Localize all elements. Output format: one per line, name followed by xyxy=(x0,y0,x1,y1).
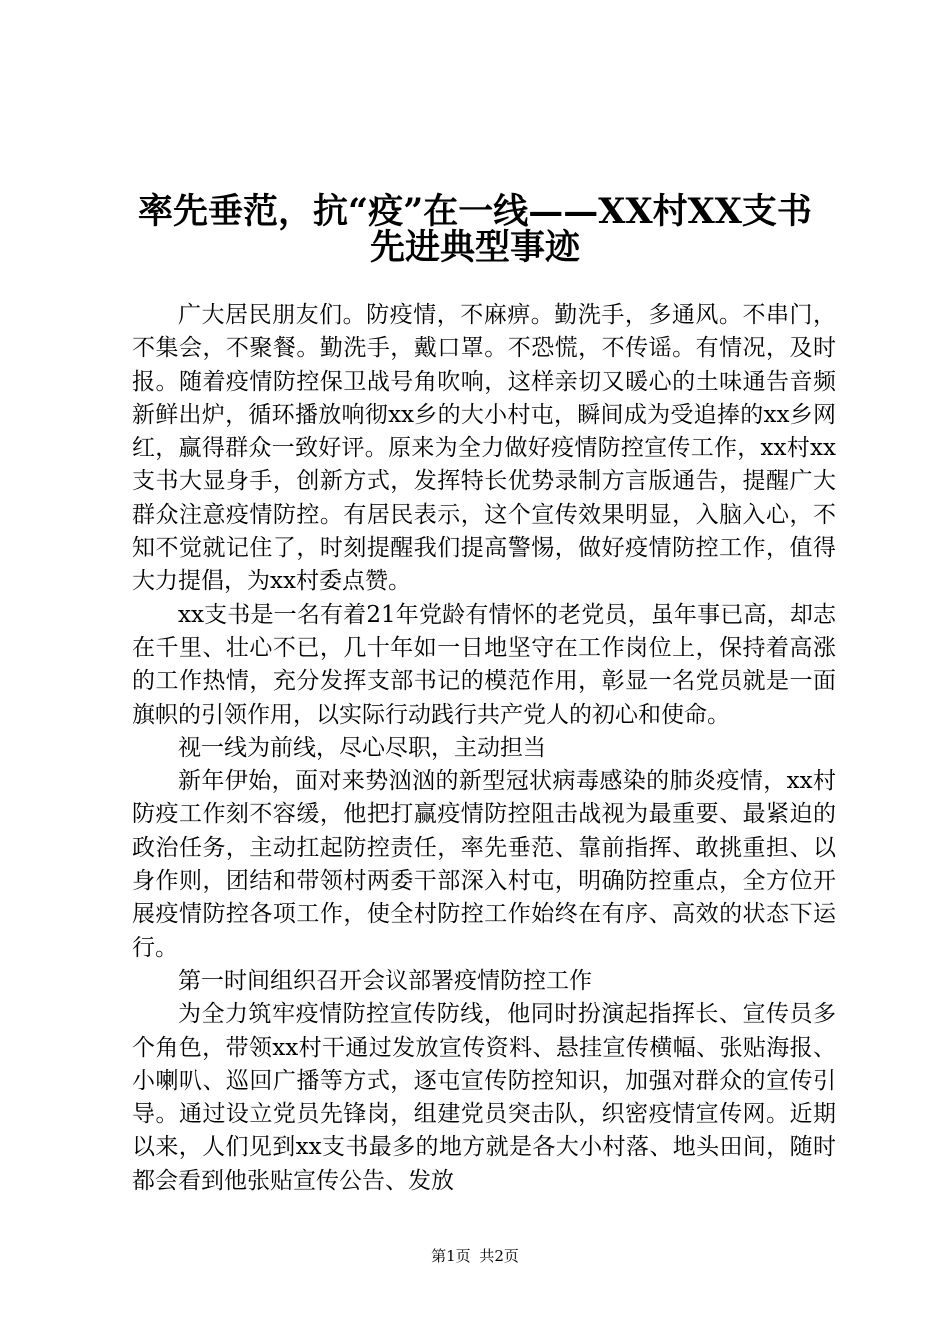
document-title-line-1: 率先垂范，抗“疫”在一线——XX村XX支书 xyxy=(138,191,812,232)
page-number-total: 共2页 xyxy=(479,1247,519,1265)
page-number-current: 第1页 xyxy=(431,1247,471,1265)
document-body xyxy=(132,299,836,1198)
document-title-line-2: 先进典型事迹 xyxy=(369,227,580,268)
page-footer xyxy=(0,1246,950,1266)
section-heading: 视一线为前线，尽心尽职，主动担当 xyxy=(178,734,546,761)
paragraph: 广大居民朋友们。防疫情，不麻痹。勤洗手，多通风。不串门，不集会，不聚餐。勤洗手，戴口罩。不恐慌，不传谣。有情况，及时报。随着疫情防控保卫战号角吹响，这样亲切又暖心的土味通告音频新鲜出炉，循环播放响彻xx乡的大小村屯，瞬间成为受追捧的xx乡网红，赢得群众一致好评。原来为全力做好疫情防控宣传工作，xx村xx支书大显身手，创新方式，发挥特长优势录制方言版通告，提醒广大群众注意疫情防控。有居民表示，这个宣传效果明显，入脑入心，不知不觉就记住了，时刻提醒我们提高警惕，做好疫情防控工作，值得大力提倡，为xx村委点赞。 xyxy=(132,302,836,595)
paragraph: xx支书是一名有着21年党龄有情怀的老党员，虽年事已高，却志在千里、壮心不已，几十年如一日地坚守在工作岗位上，保持着高涨的工作热情，充分发挥支部书记的模范作用，彰显一名党员就是一面旗帜的引领作用，以实际行动践行共产党人的初心和使命。 xyxy=(132,601,836,728)
paragraph: 为全力筑牢疫情防控宣传防线，他同时扮演起指挥长、宣传员多个角色，带领xx村干通过发放宣传资料、悬挂宣传横幅、张贴海报、小喇叭、巡回广播等方式，逐屯宣传防控知识，加强对群众的宣传引导。通过设立党员先锋岗，组建党员突击队，织密疫情宣传网。近期以来，人们见到xx支书最多的地方就是各大小村落、地头田间，随时都会看到他张贴宣传公告、发放 xyxy=(132,1001,836,1194)
section-heading: 第一时间组织召开会议部署疫情防控工作 xyxy=(178,967,592,994)
paragraph: 新年伊始，面对来势汹汹的新型冠状病毒感染的肺炎疫情，xx村防疫工作刻不容缓，他把打赢疫情防控阻击战视为最重要、最紧迫的政治任务，主动扛起防控责任，率先垂范、靠前指挥、敢挑重担、以身作则，团结和带领村两委干部深入村屯，明确防控重点，全方位开展疫情防控各项工作，使全村防控工作始终在有序、高效的状态下运行。 xyxy=(132,768,836,961)
